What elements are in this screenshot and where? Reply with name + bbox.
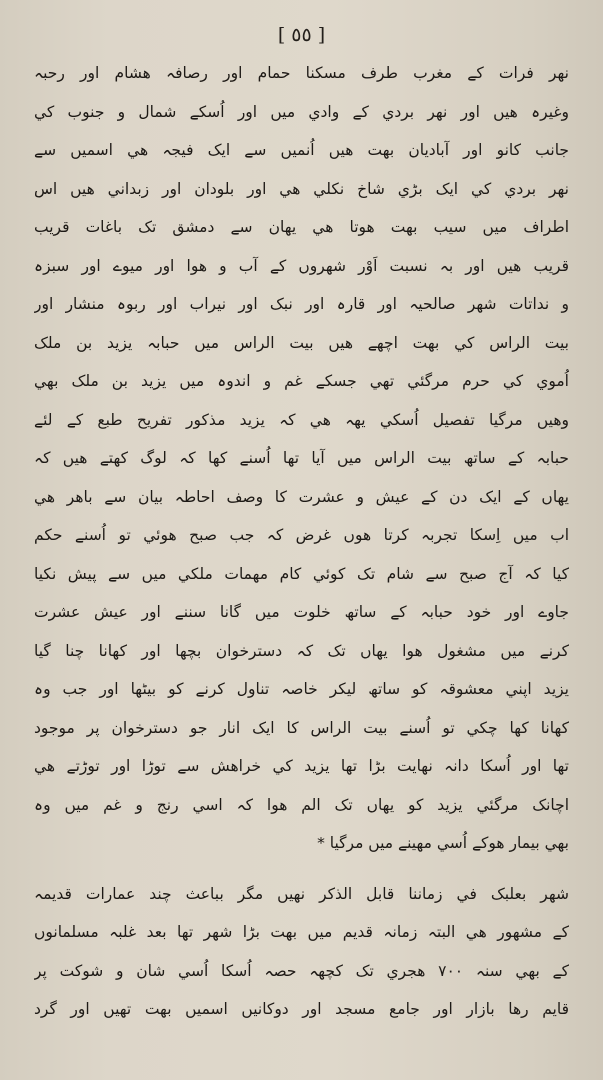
text-line: نهر بردي کي ايک بڑي شاخ نکلي هي اور بلودان اور زبداني هيں اس — [34, 179, 569, 198]
text-line: اب ميں اِسکا تجربہ کرتا هوں غرض کہ جب صبح هوئي تو اُسنے حکم — [34, 526, 569, 544]
text-line: قريب هيں اور بہ نسبت اَوْر شهروں کے آب و هوا اور ميوے اور سبزہ — [34, 256, 569, 275]
paragraph-2 — [34, 875, 569, 1029]
text-line: اچانک مرگئي يزيد کو يهاں تک الم هوا کہ اسي رنج و غم ميں وہ — [34, 795, 569, 814]
page-number: [ ٥٥ ] — [277, 24, 326, 46]
text-line: بيت الراس کي بهت اچھے هيں بيت الراس ميں حبابہ يزيد بن ملک — [34, 333, 569, 352]
text-line: کے بهي سنہ ٧٠٠ هجري تک کچھہ حصہ اُسکا اُسي شان و شوکت پر — [34, 961, 569, 980]
text-line: اُموي کي حرم مرگئي تهي جسکے غم و اندوہ ميں يزيد بن ملک بهي — [34, 372, 569, 390]
text-line: وهيں مرگيا تفصيل اُسکي يهہ هي کہ يزيد مذکور تفريح طبع کے لئے — [34, 410, 569, 429]
text-line: جانب کانو اور آباديان بهت هيں اُنميں سے ايک فيجہ هي اسميں سے — [34, 141, 569, 159]
text-line: نهر فرات کے مغرب طرف مسکنا حمام اور رصافہ هشام اور رحبہ — [34, 64, 569, 82]
text-line: اطراف ميں سيب بهت هوتا هي يهان سے دمشق تک باغات قريب — [34, 218, 569, 236]
text-line: يهاں کے ايک دن کے عيش و عشرت کا وصف احاطہ بيان سے باهر هي — [34, 487, 569, 506]
text-line: کے مشهور هي البتہ زمانہ قديم ميں بهت بڑا شهر تها بعد غلبہ مسلمانوں — [34, 923, 569, 941]
text-line: تها اور اُسکا دانہ نهايت بڑا تها يزيد کي خراهش سے توڑا اور توڑتے هي — [34, 757, 569, 775]
text-line: جاوے اور خود حبابہ کے ساتھ خلوت ميں گانا سننے اور عيش عشرت — [34, 603, 569, 621]
text-line: کيا کہ آج صبح سے شام تک کوئي کام مهمات ملکي ميں سے پيش نکيا — [34, 564, 569, 583]
text-line: يزيد اپني معشوقہ کو ساتھ ليکر خاصہ تناول کرنے کو بيٹھا اور جب وہ — [34, 680, 569, 698]
text-line: قايم رها بازار اور جامع مسجد اور دوکانيں اسميں بهت تهيں اور گرد — [34, 1000, 569, 1018]
paragraph-1 — [34, 54, 569, 863]
text-line: و نداتات شهر صالحيہ اور قارہ اور نبک اور نيراب اور ربوہ منشار اور — [34, 295, 569, 313]
text-line: بهي بيمار هوکے اُسي مهينے ميں مرگيا * — [317, 834, 569, 852]
text-line: کرنے ميں مشغول هوا يهاں تک کہ دسترخوان بچھا اور کهانا چنا گيا — [34, 641, 569, 660]
text-line: شهر بعلبک في زماننا قابل الذکر نهيں مگر بباعث چند عمارات قديمہ — [34, 884, 569, 903]
text-line: حبابہ کے ساتھ بيت الراس ميں آيا تها اُسنے کها کہ لوگ کهتے هيں کہ — [34, 449, 569, 467]
text-line: کهانا کها چکي تو اُسنے بيت الراس کا ايک انار جو دسترخوان پر موجود — [34, 718, 569, 737]
text-line: وغيرہ هيں اور نهر بردي کے وادي ميں اور اُسکے شمال و جنوب کي — [34, 102, 569, 121]
